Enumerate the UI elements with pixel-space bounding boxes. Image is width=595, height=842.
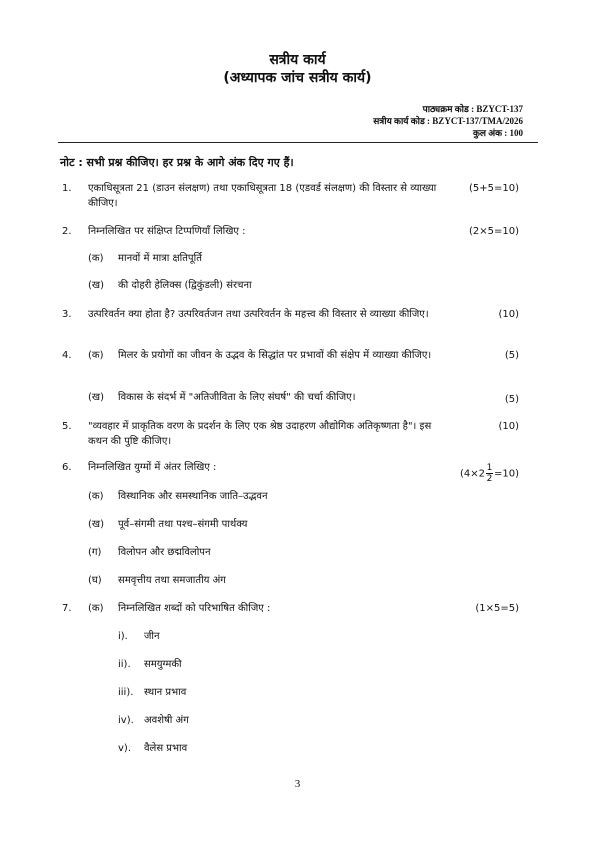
course-code: पाठ्यक्रम कोड : BZYCT-137 bbox=[422, 104, 523, 114]
q6-text: निम्नलिखित युग्मों में अंतर लिखिए : bbox=[88, 462, 217, 473]
q4-b-label: (ख) bbox=[88, 392, 104, 403]
q6-a-text: विस्थानिक और समस्थानिक जाति–उद्भवन bbox=[118, 491, 268, 502]
q2-a-label: (क) bbox=[88, 253, 104, 264]
q7-item-label: v). bbox=[118, 743, 131, 754]
q3-number: 3. bbox=[62, 309, 72, 320]
q1-text: एकाधिसूत्रता 21 (डाउन संलक्षण) तथा एकाधिसूत्रता 18 (एडवर्ड संलक्षण) की विस्तार से व्याख्या कीजिए। bbox=[88, 183, 437, 209]
q7-item-text: स्थान प्रभाव bbox=[144, 687, 187, 698]
q7-marks: (1×5=5) bbox=[475, 603, 519, 614]
q6-marks-prefix: (4× bbox=[459, 468, 479, 480]
assignment-code: सत्रीय कार्य कोड : BZYCT-137/TMA/2026 bbox=[373, 116, 523, 126]
q6-c-text: विलोपन और छद्मविलोपन bbox=[118, 547, 211, 558]
q6-marks bbox=[460, 463, 519, 484]
q2-marks: (2×5=10) bbox=[468, 226, 519, 237]
q7-item-text: अवशेषी अंग bbox=[144, 715, 189, 726]
q7-item-text: समयुग्मकी bbox=[144, 659, 182, 670]
header-divider bbox=[58, 142, 538, 143]
q6-marks-numerator: 1 bbox=[486, 463, 493, 473]
q3-marks: (10) bbox=[498, 309, 519, 320]
q2-b-label: (ख) bbox=[88, 280, 104, 291]
q6-b-label: (ख) bbox=[88, 519, 104, 530]
q6-d-text: समवृत्तीय तथा समजातीय अंग bbox=[118, 575, 226, 586]
q7-item-text: वैलेस प्रभाव bbox=[144, 743, 188, 754]
page-title: सत्रीय कार्य bbox=[269, 52, 326, 68]
q5-marks: (10) bbox=[498, 421, 519, 432]
q4-b-text: विकास के संदर्भ में "अतिजीविता के लिए संघर्ष" की चर्चा कीजिए। bbox=[118, 392, 356, 403]
q6-number: 6. bbox=[62, 462, 72, 473]
total-marks: कुल अंक : 100 bbox=[472, 128, 523, 138]
page-number: 3 bbox=[294, 778, 301, 790]
q6-marks-suffix: =10) bbox=[493, 468, 519, 480]
q2-b-text: की दोहरी हेलिक्स (द्विकुंडली) संरचना bbox=[118, 280, 252, 291]
q2-a-text: मानवों में मात्रा क्षतिपूर्ति bbox=[118, 253, 202, 264]
instructions-note: नोट : सभी प्रश्न कीजिए। हर प्रश्न के आगे अंक दिए गए हैं। bbox=[60, 156, 294, 169]
q6-c-label: (ग) bbox=[88, 547, 102, 558]
page-subtitle: (अध्यापक जांच सत्रीय कार्य) bbox=[223, 70, 372, 86]
q6-marks-denominator: 2 bbox=[486, 474, 493, 484]
q7-a-label: (क) bbox=[88, 603, 104, 614]
q4-a-text: मिलर के प्रयोगों का जीवन के उद्भव के सिद्धांत पर प्रभावों की संक्षेप में व्याख्या कीजिए। bbox=[118, 350, 432, 361]
q6-marks-fraction bbox=[486, 463, 493, 484]
q6-b-text: पूर्व–संगमी तथा पश्च–संगमी पार्थक्य bbox=[118, 519, 248, 530]
q4-a-label: (क) bbox=[88, 350, 104, 361]
q1-number: 1. bbox=[62, 183, 72, 194]
q6-marks-whole: 2 bbox=[478, 468, 485, 480]
q4-number: 4. bbox=[62, 350, 72, 361]
q7-item-label: iii). bbox=[118, 687, 134, 698]
q2-text: निम्नलिखित पर संक्षिप्त टिप्पणियाँ लिखिए : bbox=[88, 226, 246, 237]
q2-number: 2. bbox=[62, 226, 72, 237]
q5-text: "व्यवहार में प्राकृतिक वरण के प्रदर्शन के लिए एक श्रेष्ठ उदाहरण औद्योगिक अतिकृष्णता है"। इस कथन की पुष्टि कीजिए। bbox=[88, 421, 432, 447]
q7-item-text: जीन bbox=[144, 631, 160, 642]
q4-b-marks: (5) bbox=[504, 394, 519, 405]
q6-a-label: (क) bbox=[88, 491, 104, 502]
q1-marks: (5+5=10) bbox=[468, 183, 519, 194]
q6-d-label: (घ) bbox=[88, 575, 102, 586]
q5-number: 5. bbox=[62, 421, 72, 432]
q7-number: 7. bbox=[62, 603, 72, 614]
q7-item-label: i). bbox=[118, 631, 128, 642]
q7-item-label: ii). bbox=[118, 659, 131, 670]
q3-text: उत्परिवर्तन क्या होता है? उत्परिवर्तजन तथा उत्परिवर्तन के महत्त्व की विस्तार से व्याख्या कीजिए। bbox=[88, 309, 429, 320]
q7-a-text: निम्नलिखित शब्दों को परिभाषित कीजिए : bbox=[118, 603, 271, 614]
q7-item-label: iv). bbox=[118, 715, 134, 726]
q4-a-marks: (5) bbox=[504, 350, 519, 361]
